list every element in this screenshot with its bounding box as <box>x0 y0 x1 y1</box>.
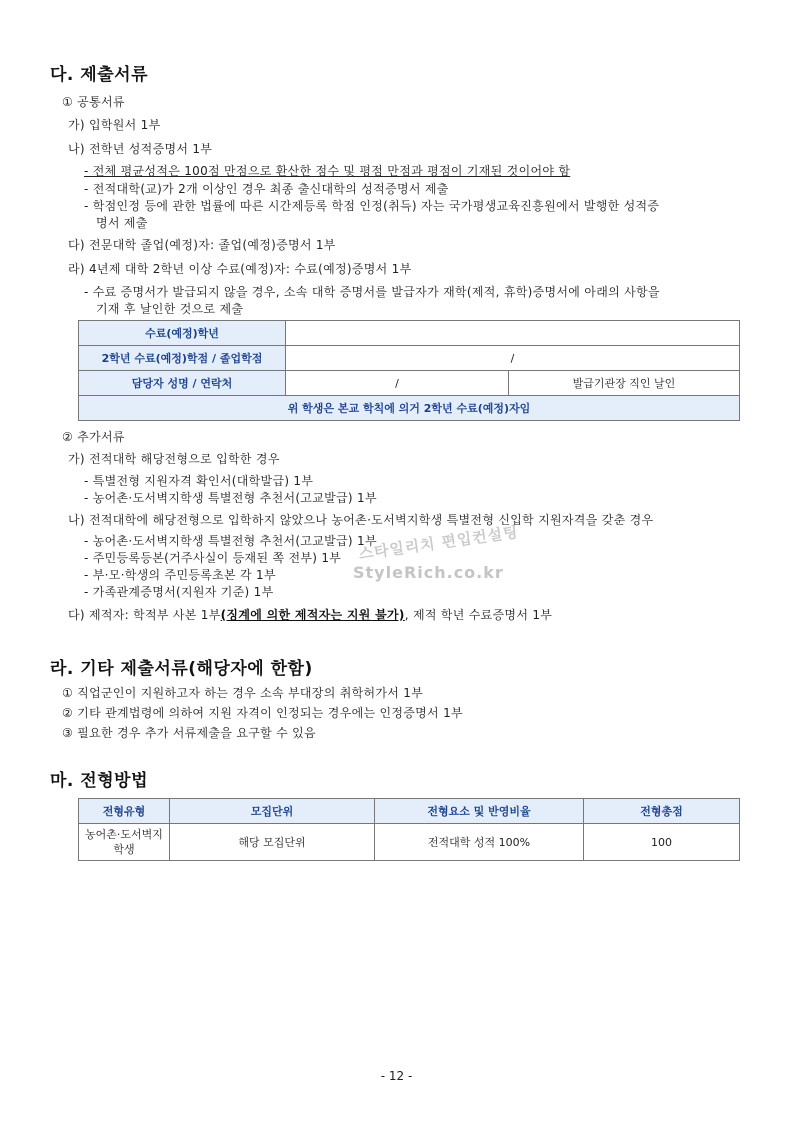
common-docs-title: ① 공통서류 <box>62 95 125 109</box>
item-da: 다) 전문대학 졸업(예정)자: 졸업(예정)증명서 1부 <box>68 238 336 252</box>
seal-cell: 발급기관장 직인 날인 <box>509 371 740 396</box>
page-number: - 12 - <box>380 1069 413 1083</box>
extra-ga-item-1: - 특별전형 지원자격 확인서(대학발급) 1부 <box>84 474 314 488</box>
extra-ga: 가) 전적대학 해당전형으로 입학한 경우 <box>68 452 280 466</box>
table-header: 전형총점 <box>584 799 740 824</box>
value-cell: / <box>286 346 740 371</box>
value-cell: / <box>286 371 509 396</box>
extra-na-item-4: - 가족관계증명서(지원자 기준) 1부 <box>84 585 274 599</box>
extra-docs-title: ② 추가서류 <box>62 430 125 444</box>
extra-na: 나) 전적대학에 해당전형으로 입학하지 않았으나 농어촌·도서벽지학생 특별전형 신입학 지원자격을 갖춘 경우 <box>68 513 654 527</box>
watermark-url: StyleRich.co.kr <box>353 563 504 582</box>
ra-item-1-cont: 기재 후 날인한 것으로 제출 <box>96 302 244 316</box>
section-da-title: 다. 제출서류 <box>50 65 148 85</box>
table-cell: 100 <box>584 824 740 861</box>
ra-list-item-2: ② 기타 관계법령에 의하여 지원 자격이 인정되는 경우에는 인정증명서 1부 <box>62 706 463 720</box>
ra-list-item-1: ① 직업군인이 지원하고자 하는 경우 소속 부대장의 취학허가서 1부 <box>62 686 424 700</box>
na-item-3-cont: 명서 제출 <box>96 216 148 230</box>
extra-na-item-3: - 부·모·학생의 주민등록초본 각 1부 <box>84 568 276 582</box>
table-header: 전형유형 <box>79 799 170 824</box>
extra-da <box>68 606 552 623</box>
selection-method-table <box>78 798 740 861</box>
item-ga: 가) 입학원서 1부 <box>68 118 161 132</box>
extra-na-item-2: - 주민등록등본(거주사실이 등재된 쪽 전부) 1부 <box>84 551 342 565</box>
table-header: 전형요소 및 반영비율 <box>375 799 584 824</box>
ra-list-item-3: ③ 필요한 경우 추가 서류제출을 요구할 수 있음 <box>62 726 316 740</box>
extra-da-prefix: 다) 제적자: 학적부 사본 1부 <box>68 608 221 622</box>
extra-ga-item-2: - 농어촌·도서벽지학생 특별전형 추천서(고교발급) 1부 <box>84 491 377 505</box>
na-item-1: - 전체 평균성적은 100점 만점으로 환산한 점수 및 평점 만점과 평점이 기재된 것이어야 함 <box>84 164 571 178</box>
item-ra: 라) 4년제 대학 2학년 이상 수료(예정)자: 수료(예정)증명서 1부 <box>68 262 412 276</box>
item-na: 나) 전학년 성적증명서 1부 <box>68 142 213 156</box>
blank-cell <box>286 321 740 346</box>
row-label: 담당자 성명 / 연락처 <box>79 371 286 396</box>
na-item-3: - 학점인정 등에 관한 법률에 따른 시간제등록 학점 인정(취득) 자는 국가평생교육진흥원에서 발행한 성적증 <box>84 199 660 213</box>
row-label: 수료(예정)학년 <box>79 321 286 346</box>
extra-da-bold: (징계에 의한 제적자는 지원 불가) <box>220 608 405 622</box>
na-item-2: - 전적대학(교)가 2개 이상인 경우 최종 출신대학의 성적증명서 제출 <box>84 182 449 196</box>
table-cell: 농어촌·도서벽지 학생 <box>79 824 170 861</box>
extra-da-suffix: , 제적 학년 수료증명서 1부 <box>404 608 553 622</box>
section-ra-title: 라. 기타 제출서류(해당자에 한함) <box>50 659 313 679</box>
table-header: 모집단위 <box>170 799 375 824</box>
certification-table <box>78 320 740 421</box>
watermark-korean: 스타일리치 편입컨설팅 <box>357 522 520 564</box>
table-cell: 해당 모집단위 <box>170 824 375 861</box>
table-cell: 전적대학 성적 100% <box>375 824 584 861</box>
section-ma-title: 마. 전형방법 <box>50 771 148 791</box>
table-footer: 위 학생은 본교 학칙에 의거 2학년 수료(예정)자임 <box>79 396 740 421</box>
ra-item-1: - 수료 증명서가 발급되지 않을 경우, 소속 대학 증명서를 발급자가 재학(제적, 휴학)증명서에 아래의 사항을 <box>84 285 660 299</box>
extra-na-item-1: - 농어촌·도서벽지학생 특별전형 추천서(고교발급) 1부 <box>84 534 377 548</box>
row-label: 2학년 수료(예정)학점 / 졸업학점 <box>79 346 286 371</box>
